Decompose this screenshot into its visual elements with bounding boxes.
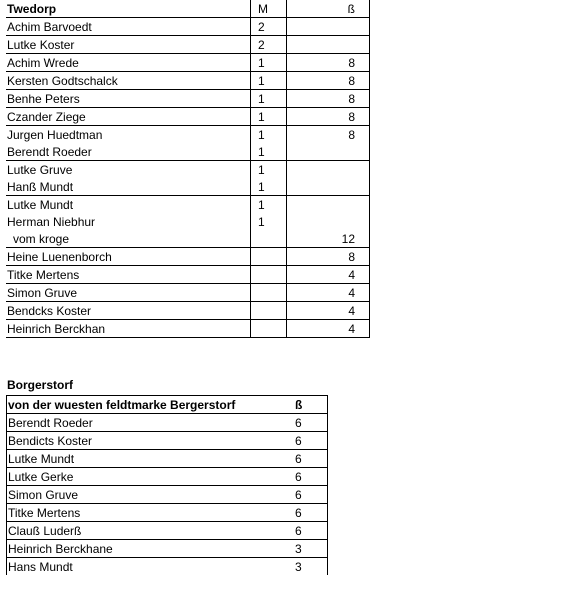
value-m: [251, 266, 287, 284]
value-b: 4: [287, 302, 370, 320]
value-b: 8: [287, 248, 370, 266]
resident-name: Heine Luenenborch: [6, 248, 251, 266]
value-b: 8: [287, 54, 370, 72]
resident-name: Titke Mertens: [7, 504, 294, 522]
table-row: [7, 468, 328, 486]
column-header-b: ß: [287, 0, 370, 18]
value-m: [251, 230, 287, 248]
resident-name: Lutke Gruve: [6, 161, 251, 179]
value-b: 12: [287, 230, 370, 248]
table-row: [6, 196, 370, 214]
table-row: [6, 108, 370, 126]
borgerstorf-table: [6, 395, 328, 575]
resident-name: Czander Ziege: [6, 108, 251, 126]
resident-name: Lutke Mundt: [7, 450, 294, 468]
borgerstorf-subtitle: von der wuesten feldtmarke Bergerstorf: [7, 396, 294, 414]
resident-name: Kersten Godtschalck: [6, 72, 251, 90]
value-b: 8: [287, 126, 370, 144]
table-row: [7, 558, 328, 576]
resident-name: Bendicts Koster: [7, 432, 294, 450]
table-row: [6, 302, 370, 320]
resident-name: Benhe Peters: [6, 90, 251, 108]
twedorp-table: [6, 0, 370, 338]
value-b: 4: [287, 320, 370, 338]
value-m: [251, 302, 287, 320]
resident-name: Titke Mertens: [6, 266, 251, 284]
value-b: 3: [293, 540, 328, 558]
value-b: [287, 161, 370, 179]
resident-name: vom kroge: [6, 230, 251, 248]
table-row: [7, 450, 328, 468]
value-m: 1: [251, 178, 287, 196]
value-b: [287, 143, 370, 161]
value-m: 1: [251, 161, 287, 179]
value-b: 6: [293, 414, 328, 432]
twedorp-title: Twedorp: [6, 0, 251, 18]
value-b: [287, 178, 370, 196]
value-b: 6: [293, 486, 328, 504]
table-row: [7, 504, 328, 522]
resident-name: Berendt Roeder: [6, 143, 251, 161]
table-row: [6, 230, 370, 248]
value-m: 2: [251, 18, 287, 36]
value-m: 1: [251, 54, 287, 72]
value-b: [287, 196, 370, 214]
table-row: [6, 18, 370, 36]
table-row: [6, 161, 370, 179]
value-m: 1: [251, 213, 287, 230]
resident-name: Clauß Luderß: [7, 522, 294, 540]
resident-name: Hans Mundt: [7, 558, 294, 576]
resident-name: Berendt Roeder: [7, 414, 294, 432]
resident-name: Jurgen Huedtman: [6, 126, 251, 144]
resident-name: Hanß Mundt: [6, 178, 251, 196]
table-row: [6, 143, 370, 161]
resident-name: Simon Gruve: [7, 486, 294, 504]
value-b: 8: [287, 72, 370, 90]
value-m: 1: [251, 143, 287, 161]
value-b: 8: [287, 108, 370, 126]
table-row: [6, 266, 370, 284]
resident-name: Bendcks Koster: [6, 302, 251, 320]
value-b: [287, 213, 370, 230]
table-row: [6, 54, 370, 72]
value-b: [287, 36, 370, 54]
value-b: 3: [293, 558, 328, 576]
table-row: [7, 432, 328, 450]
table-row: [6, 213, 370, 230]
resident-name: Herman Niebhur: [6, 213, 251, 230]
value-m: 2: [251, 36, 287, 54]
resident-name: Heinrich Berckhan: [6, 320, 251, 338]
table-row: [7, 486, 328, 504]
column-header-m: M: [251, 0, 287, 18]
value-b: 6: [293, 522, 328, 540]
table-row: [6, 320, 370, 338]
resident-name: Lutke Mundt: [6, 196, 251, 214]
value-m: [251, 320, 287, 338]
table-row: [7, 414, 328, 432]
value-m: 1: [251, 90, 287, 108]
borgerstorf-table-body: [7, 396, 328, 576]
value-b: 4: [287, 284, 370, 302]
value-m: 1: [251, 72, 287, 90]
resident-name: Heinrich Berckhane: [7, 540, 294, 558]
resident-name: Lutke Gerke: [7, 468, 294, 486]
value-b: 8: [287, 90, 370, 108]
value-m: 1: [251, 126, 287, 144]
value-b: [287, 18, 370, 36]
resident-name: Achim Wrede: [6, 54, 251, 72]
table-row: [6, 284, 370, 302]
value-b: 6: [293, 504, 328, 522]
value-m: 1: [251, 196, 287, 214]
table-row: [7, 522, 328, 540]
value-m: [251, 248, 287, 266]
table-row: [6, 72, 370, 90]
value-b: 6: [293, 450, 328, 468]
column-header-b: ß: [293, 396, 328, 414]
value-b: 6: [293, 432, 328, 450]
value-b: 6: [293, 468, 328, 486]
table-row: [6, 248, 370, 266]
value-m: [251, 284, 287, 302]
value-m: 1: [251, 108, 287, 126]
twedorp-header-row: [6, 0, 370, 18]
resident-name: Achim Barvoedt: [6, 18, 251, 36]
borgerstorf-header-row: [7, 396, 328, 414]
table-row: [6, 178, 370, 196]
resident-name: Lutke Koster: [6, 36, 251, 54]
table-row: [6, 90, 370, 108]
table-row: [6, 126, 370, 144]
borgerstorf-title: Borgerstorf: [7, 378, 74, 392]
resident-name: Simon Gruve: [6, 284, 251, 302]
twedorp-table-body: [6, 0, 370, 338]
table-row: [7, 540, 328, 558]
table-row: [6, 36, 370, 54]
value-b: 4: [287, 266, 370, 284]
